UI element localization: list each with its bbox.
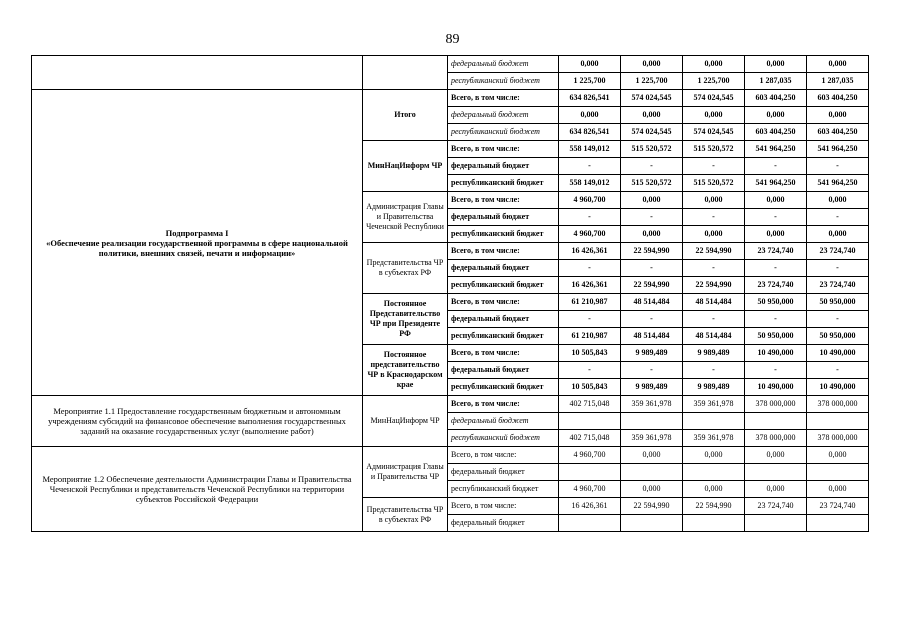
page-number: 89 bbox=[445, 32, 460, 47]
value-cell: 10 490,000 bbox=[745, 379, 807, 396]
value-cell: 50 950,000 bbox=[745, 294, 807, 311]
executor-cell: Постоянное Представительство ЧР при Президенте РФ bbox=[363, 294, 448, 345]
value-cell: 0,000 bbox=[745, 107, 807, 124]
value-cell: 1 287,035 bbox=[807, 73, 869, 90]
value-cell: 574 024,545 bbox=[621, 90, 683, 107]
activity-cell: Мероприятие 1.2 Обеспечение деятельности Администрации Главы и Правительства Чеченской Республики и представительств Чеченской Республики на территории субъектов Российской Федерации bbox=[32, 447, 363, 532]
value-cell: 402 715,048 bbox=[559, 396, 621, 413]
value-cell: 558 149,012 bbox=[559, 141, 621, 158]
value-cell: 0,000 bbox=[559, 56, 621, 73]
value-cell: - bbox=[745, 260, 807, 277]
value-cell: - bbox=[559, 209, 621, 226]
value-cell bbox=[807, 413, 869, 430]
value-cell: 378 000,000 bbox=[745, 396, 807, 413]
value-cell: - bbox=[807, 311, 869, 328]
funding-type-cell: республиканский бюджет bbox=[448, 430, 559, 447]
value-cell: 515 520,572 bbox=[621, 141, 683, 158]
value-cell: 0,000 bbox=[745, 447, 807, 464]
funding-type-cell: федеральный бюджет bbox=[448, 107, 559, 124]
value-cell: - bbox=[621, 362, 683, 379]
funding-type-cell: Всего, в том числе: bbox=[448, 498, 559, 515]
value-cell: 48 514,484 bbox=[621, 294, 683, 311]
funding-type-cell: Всего, в том числе: bbox=[448, 345, 559, 362]
value-cell: - bbox=[559, 362, 621, 379]
value-cell: - bbox=[683, 260, 745, 277]
value-cell: 22 594,990 bbox=[621, 498, 683, 515]
funding-type-cell: федеральный бюджет bbox=[448, 464, 559, 481]
value-cell: 541 964,250 bbox=[745, 141, 807, 158]
value-cell: - bbox=[807, 209, 869, 226]
value-cell: 574 024,545 bbox=[683, 90, 745, 107]
funding-type-cell: республиканский бюджет bbox=[448, 481, 559, 498]
value-cell: 61 210,987 bbox=[559, 328, 621, 345]
value-cell: - bbox=[621, 311, 683, 328]
funding-type-cell: Всего, в том числе: bbox=[448, 243, 559, 260]
value-cell: 0,000 bbox=[683, 226, 745, 243]
value-cell: 50 950,000 bbox=[807, 328, 869, 345]
value-cell bbox=[683, 515, 745, 532]
value-cell: - bbox=[683, 209, 745, 226]
value-cell: 0,000 bbox=[683, 192, 745, 209]
funding-type-cell: Всего, в том числе: bbox=[448, 192, 559, 209]
value-cell: 22 594,990 bbox=[683, 498, 745, 515]
activity-cell: Мероприятие 1.1 Предоставление государственным бюджетным и автономным учреждениям субсидий на финансовое обеспечение выполнения государственных заданий на оказание государственных услуг (выполнение работ) bbox=[32, 396, 363, 447]
value-cell: 0,000 bbox=[807, 192, 869, 209]
value-cell: 23 724,740 bbox=[807, 498, 869, 515]
value-cell: 0,000 bbox=[621, 56, 683, 73]
value-cell: 603 404,250 bbox=[745, 124, 807, 141]
value-cell: 1 225,700 bbox=[683, 73, 745, 90]
funding-type-cell: Всего, в том числе: bbox=[448, 294, 559, 311]
value-cell: 603 404,250 bbox=[807, 90, 869, 107]
funding-type-cell: республиканский бюджет bbox=[448, 124, 559, 141]
value-cell: 541 964,250 bbox=[745, 175, 807, 192]
executor-cell: Представительства ЧР в субъектах РФ bbox=[363, 243, 448, 294]
value-cell: 541 964,250 bbox=[807, 141, 869, 158]
executor-cell: МинНацИнформ ЧР bbox=[363, 396, 448, 447]
value-cell: 0,000 bbox=[807, 56, 869, 73]
value-cell: 0,000 bbox=[683, 56, 745, 73]
funding-type-cell: федеральный бюджет bbox=[448, 515, 559, 532]
value-cell: - bbox=[621, 158, 683, 175]
value-cell: 9 989,489 bbox=[683, 379, 745, 396]
value-cell: 50 950,000 bbox=[807, 294, 869, 311]
table-row bbox=[32, 56, 869, 73]
value-cell: 23 724,740 bbox=[745, 498, 807, 515]
funding-type-cell: федеральный бюджет bbox=[448, 311, 559, 328]
value-cell: 541 964,250 bbox=[807, 175, 869, 192]
funding-type-cell: Всего, в том числе: bbox=[448, 90, 559, 107]
funding-type-cell: федеральный бюджет bbox=[448, 362, 559, 379]
value-cell: 4 960,700 bbox=[559, 226, 621, 243]
funding-type-cell: республиканский бюджет bbox=[448, 328, 559, 345]
value-cell: 574 024,545 bbox=[683, 124, 745, 141]
value-cell: - bbox=[559, 311, 621, 328]
value-cell: - bbox=[683, 311, 745, 328]
value-cell: 48 514,484 bbox=[621, 328, 683, 345]
value-cell: 48 514,484 bbox=[683, 294, 745, 311]
value-cell: 9 989,489 bbox=[683, 345, 745, 362]
value-cell: 10 505,843 bbox=[559, 379, 621, 396]
value-cell: - bbox=[621, 209, 683, 226]
value-cell bbox=[559, 464, 621, 481]
executor-cell: МинНацИнформ ЧР bbox=[363, 141, 448, 192]
funding-type-cell: Всего, в том числе: bbox=[448, 141, 559, 158]
value-cell: 359 361,978 bbox=[621, 396, 683, 413]
value-cell: - bbox=[745, 158, 807, 175]
value-cell: 23 724,740 bbox=[745, 277, 807, 294]
funding-type-cell: республиканский бюджет bbox=[448, 277, 559, 294]
budget-table bbox=[31, 55, 869, 532]
value-cell bbox=[745, 515, 807, 532]
value-cell: - bbox=[807, 260, 869, 277]
value-cell: 16 426,361 bbox=[559, 498, 621, 515]
value-cell: 0,000 bbox=[745, 56, 807, 73]
value-cell bbox=[559, 413, 621, 430]
value-cell: 10 490,000 bbox=[807, 379, 869, 396]
value-cell: 0,000 bbox=[683, 447, 745, 464]
value-cell: 359 361,978 bbox=[683, 396, 745, 413]
value-cell bbox=[683, 413, 745, 430]
value-cell: - bbox=[683, 362, 745, 379]
funding-type-cell: республиканский бюджет bbox=[448, 379, 559, 396]
value-cell: 9 989,489 bbox=[621, 345, 683, 362]
value-cell: 22 594,990 bbox=[683, 243, 745, 260]
table-row bbox=[32, 447, 869, 464]
table-row bbox=[32, 396, 869, 413]
value-cell: 48 514,484 bbox=[683, 328, 745, 345]
value-cell: 359 361,978 bbox=[621, 430, 683, 447]
value-cell: 1 225,700 bbox=[559, 73, 621, 90]
budget-table-body bbox=[32, 56, 869, 532]
value-cell: 16 426,361 bbox=[559, 243, 621, 260]
funding-type-cell: республиканский бюджет bbox=[448, 73, 559, 90]
value-cell: - bbox=[559, 260, 621, 277]
value-cell: - bbox=[683, 158, 745, 175]
value-cell: 603 404,250 bbox=[807, 124, 869, 141]
executor-cell: Постоянное представительство ЧР в Краснодарском крае bbox=[363, 345, 448, 396]
value-cell: 378 000,000 bbox=[807, 430, 869, 447]
value-cell: - bbox=[559, 158, 621, 175]
value-cell: 0,000 bbox=[745, 192, 807, 209]
value-cell: 1 287,035 bbox=[745, 73, 807, 90]
value-cell: 515 520,572 bbox=[621, 175, 683, 192]
value-cell: 378 000,000 bbox=[745, 430, 807, 447]
value-cell bbox=[807, 515, 869, 532]
value-cell: 634 826,541 bbox=[559, 90, 621, 107]
executor-cell: Представительства ЧР в субъектах РФ bbox=[363, 498, 448, 532]
value-cell: 359 361,978 bbox=[683, 430, 745, 447]
value-cell: - bbox=[621, 260, 683, 277]
value-cell: 634 826,541 bbox=[559, 124, 621, 141]
value-cell: 0,000 bbox=[807, 226, 869, 243]
value-cell: 515 520,572 bbox=[683, 141, 745, 158]
value-cell: 22 594,990 bbox=[621, 243, 683, 260]
value-cell: 50 950,000 bbox=[745, 328, 807, 345]
value-cell: - bbox=[745, 362, 807, 379]
value-cell: 4 960,700 bbox=[559, 192, 621, 209]
value-cell: - bbox=[745, 311, 807, 328]
value-cell: 515 520,572 bbox=[683, 175, 745, 192]
value-cell: 0,000 bbox=[683, 481, 745, 498]
value-cell: 378 000,000 bbox=[807, 396, 869, 413]
value-cell: 22 594,990 bbox=[621, 277, 683, 294]
value-cell bbox=[683, 464, 745, 481]
value-cell: 0,000 bbox=[807, 447, 869, 464]
value-cell: 23 724,740 bbox=[807, 243, 869, 260]
executor-cell: Итого bbox=[363, 90, 448, 141]
funding-type-cell: Всего, в том числе: bbox=[448, 396, 559, 413]
value-cell: 0,000 bbox=[807, 107, 869, 124]
value-cell: 1 225,700 bbox=[621, 73, 683, 90]
executor-cell: Администрация Главы и Правительства Чеченской Республики bbox=[363, 192, 448, 243]
value-cell: 0,000 bbox=[621, 447, 683, 464]
subprogram-cell bbox=[32, 90, 363, 396]
value-cell: 23 724,740 bbox=[807, 277, 869, 294]
value-cell: 0,000 bbox=[745, 481, 807, 498]
value-cell: 402 715,048 bbox=[559, 430, 621, 447]
value-cell: 4 960,700 bbox=[559, 481, 621, 498]
funding-type-cell: республиканский бюджет bbox=[448, 175, 559, 192]
value-cell: 0,000 bbox=[621, 192, 683, 209]
value-cell bbox=[621, 515, 683, 532]
value-cell: 0,000 bbox=[621, 107, 683, 124]
value-cell bbox=[745, 413, 807, 430]
value-cell: - bbox=[745, 209, 807, 226]
value-cell: 603 404,250 bbox=[745, 90, 807, 107]
value-cell: 10 490,000 bbox=[745, 345, 807, 362]
funding-type-cell: республиканский бюджет bbox=[448, 226, 559, 243]
funding-type-cell: федеральный бюджет bbox=[448, 158, 559, 175]
value-cell: 558 149,012 bbox=[559, 175, 621, 192]
value-cell: 4 960,700 bbox=[559, 447, 621, 464]
value-cell: 22 594,990 bbox=[683, 277, 745, 294]
funding-type-cell: федеральный бюджет bbox=[448, 209, 559, 226]
value-cell bbox=[745, 464, 807, 481]
subprogram-title: Подпрограмма I bbox=[165, 227, 229, 238]
funding-type-cell: федеральный бюджет bbox=[448, 260, 559, 277]
subprogram-subtitle: «Обеспечение реализации государственной программы в сфере национальной политики, внешних связей, печати и информации» bbox=[46, 237, 348, 258]
value-cell: 61 210,987 bbox=[559, 294, 621, 311]
value-cell: 0,000 bbox=[621, 481, 683, 498]
value-cell: 0,000 bbox=[559, 107, 621, 124]
value-cell: 23 724,740 bbox=[745, 243, 807, 260]
value-cell: - bbox=[807, 362, 869, 379]
value-cell: 0,000 bbox=[683, 107, 745, 124]
value-cell: - bbox=[807, 158, 869, 175]
funding-type-cell: федеральный бюджет bbox=[448, 413, 559, 430]
value-cell: 574 024,545 bbox=[621, 124, 683, 141]
executor-cell: Администрация Главы и Правительства ЧР bbox=[363, 447, 448, 498]
value-cell: 10 505,843 bbox=[559, 345, 621, 362]
value-cell: 0,000 bbox=[807, 481, 869, 498]
empty-cell bbox=[32, 56, 363, 90]
funding-type-cell: Всего, в том числе: bbox=[448, 447, 559, 464]
value-cell bbox=[621, 413, 683, 430]
value-cell bbox=[621, 464, 683, 481]
value-cell: 0,000 bbox=[745, 226, 807, 243]
value-cell: 16 426,361 bbox=[559, 277, 621, 294]
empty-cell bbox=[363, 56, 448, 90]
value-cell: 0,000 bbox=[621, 226, 683, 243]
value-cell bbox=[559, 515, 621, 532]
value-cell bbox=[807, 464, 869, 481]
value-cell: 10 490,000 bbox=[807, 345, 869, 362]
funding-type-cell: федеральный бюджет bbox=[448, 56, 559, 73]
table-row bbox=[32, 90, 869, 107]
value-cell: 9 989,489 bbox=[621, 379, 683, 396]
